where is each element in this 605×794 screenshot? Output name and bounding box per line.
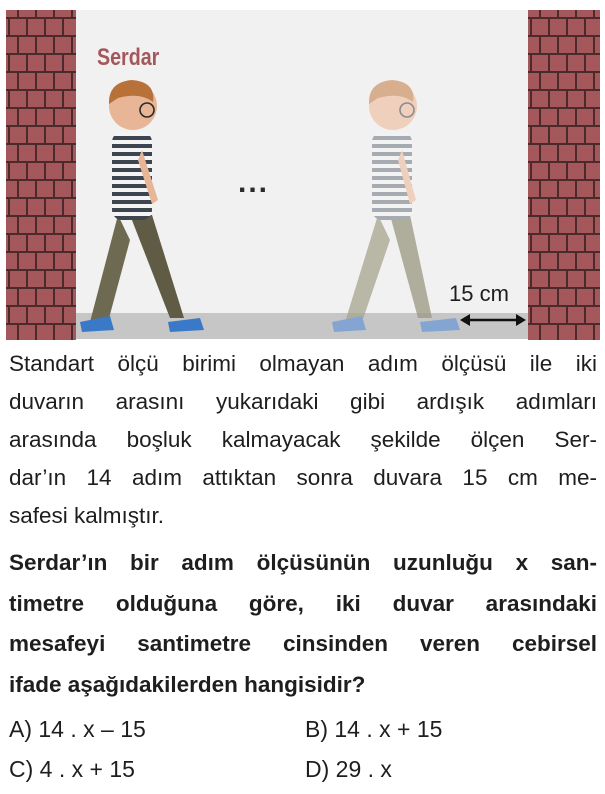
- choice-d[interactable]: D) 29 . x: [305, 756, 392, 782]
- floor: [76, 313, 528, 339]
- problem-line-2: duvarın arasını yukarıdaki gibi ardışık adımları: [9, 389, 597, 414]
- character-name: Serdar: [97, 43, 160, 71]
- choice-a[interactable]: A) 14 . x – 15: [9, 716, 146, 742]
- walking-illustration: [0, 0, 605, 340]
- question-line-2: timetre olduğuna göre, iki duvar arasındaki: [9, 590, 597, 616]
- choice-c[interactable]: C) 4 . x + 15: [9, 756, 135, 782]
- choice-b[interactable]: B) 14 . x + 15: [305, 716, 443, 742]
- problem-line-1: Standart ölçü birimi olmayan adım ölçüsü ile iki: [9, 351, 597, 376]
- problem-line-5: safesi kalmıştır.: [9, 503, 165, 528]
- problem-line-4: dar’ın 14 adım attıktan sonra duvara 15 cm me-: [9, 465, 597, 490]
- ellipsis: ...: [238, 166, 270, 199]
- gap-label: 15 cm: [449, 281, 509, 306]
- problem-line-3: arasında boşluk kalmayacak şekilde ölçen Ser-: [9, 427, 597, 452]
- left-brick-wall: [6, 10, 76, 340]
- question-statement: [9, 543, 597, 705]
- question-line-1: Serdar’ın bir adım ölçüsünün uzunluğu x san-: [9, 550, 597, 575]
- right-brick-wall: [528, 10, 600, 340]
- question-line-3: mesafeyi santimetre cinsinden veren cebirsel: [9, 631, 597, 656]
- problem-statement: [9, 345, 597, 535]
- question-line-4: ifade aşağıdakilerden hangisidir?: [9, 671, 366, 697]
